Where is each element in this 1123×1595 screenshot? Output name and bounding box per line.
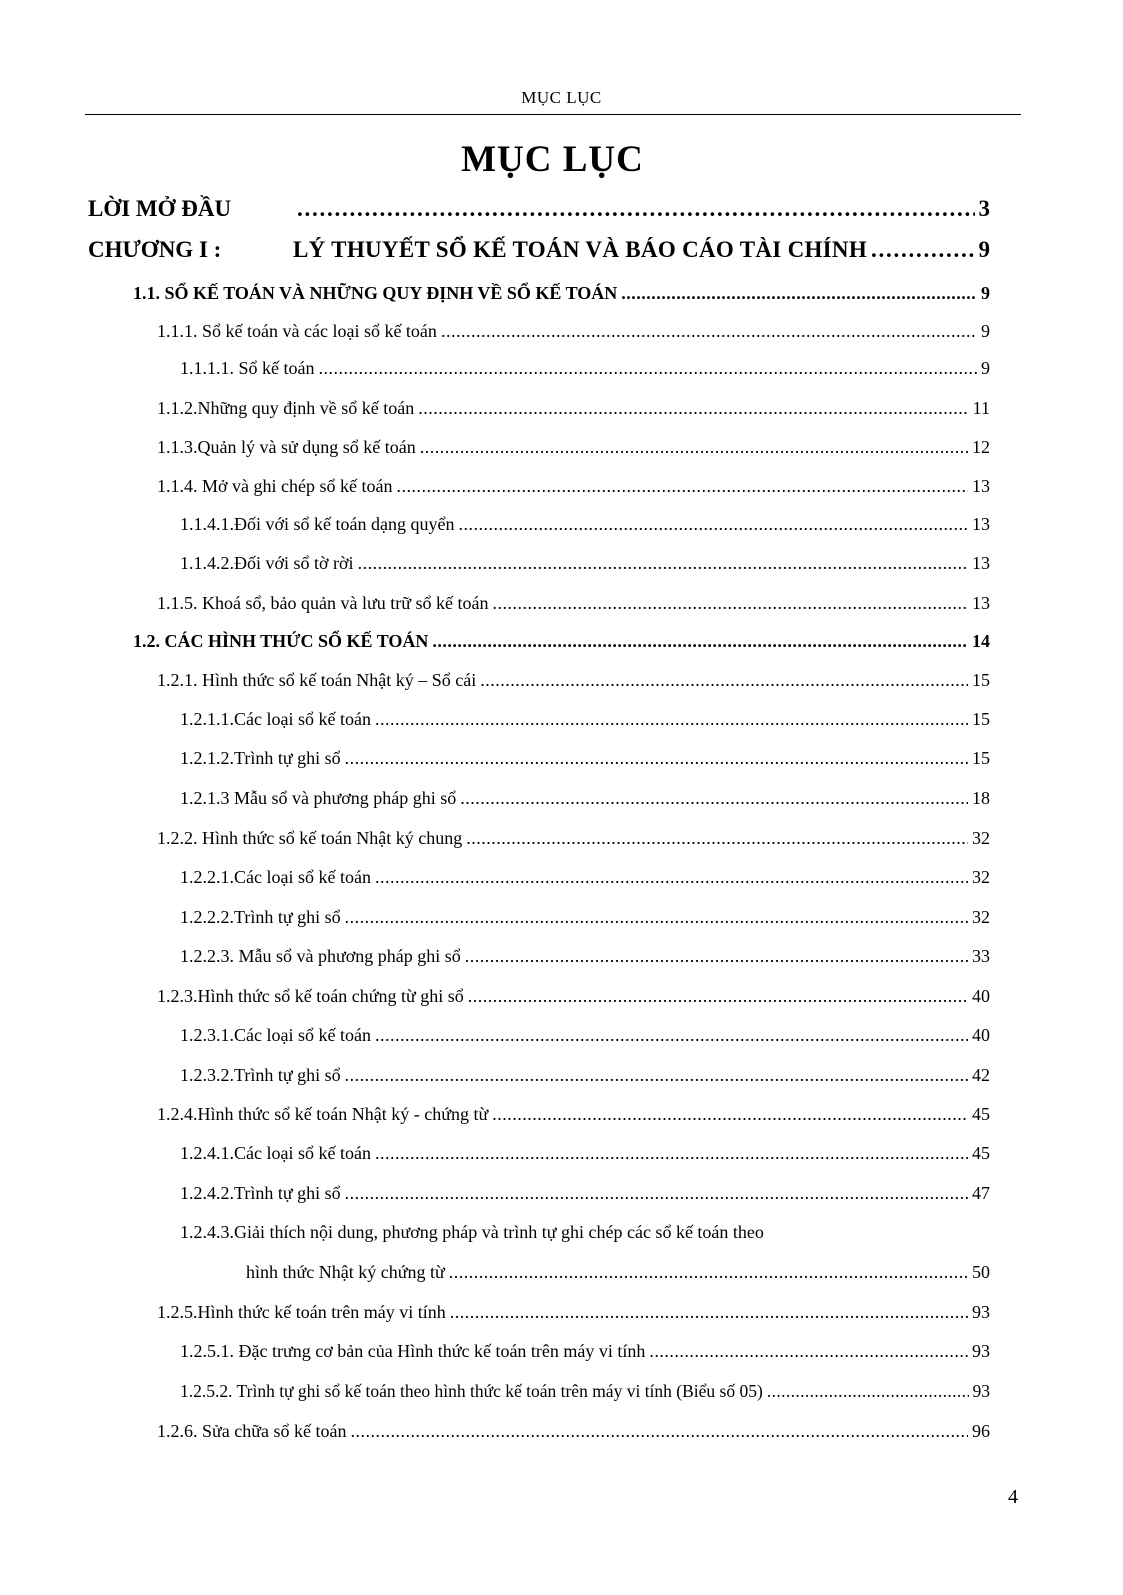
dot-leader: [375, 1025, 968, 1046]
toc-page-number: 14: [972, 631, 990, 651]
toc-entry[interactable]: [157, 1302, 990, 1323]
toc-entry-text: 1.2.5.Hình thức kế toán trên máy vi tính: [157, 1302, 446, 1322]
toc-entry[interactable]: [180, 1341, 990, 1362]
toc-page-number: 42: [972, 1065, 990, 1085]
toc-page-number: 11: [972, 398, 990, 418]
toc-entry-text: 1.1. SỔ KẾ TOÁN VÀ NHỮNG QUY ĐỊNH VỀ SỔ KẾ TOÁN: [133, 283, 618, 303]
toc-entry[interactable]: [157, 593, 990, 614]
toc-entry[interactable]: [157, 476, 990, 497]
toc-page-number: 13: [972, 476, 990, 496]
toc-entry[interactable]: [157, 1104, 990, 1125]
dot-leader: [492, 593, 968, 614]
toc-entry[interactable]: [157, 398, 990, 419]
toc-entry[interactable]: [157, 1421, 990, 1442]
dot-leader: [345, 1183, 968, 1204]
toc-entry-text: 1.2.3.Hình thức sổ kế toán chứng từ ghi sổ: [157, 986, 464, 1006]
toc-entry[interactable]: [180, 1025, 990, 1046]
toc-page-number: 32: [972, 867, 990, 887]
toc-page-number: 13: [972, 514, 990, 534]
toc-entry-text: 1.1.5. Khoá sổ, bảo quản và lưu trữ sổ kế toán: [157, 593, 489, 613]
toc-entry-text: 1.2.4.2.Trình tự ghi sổ: [180, 1183, 341, 1203]
toc-entry-preface[interactable]: [88, 196, 990, 222]
toc-entry[interactable]: [180, 907, 990, 928]
toc-entry[interactable]: [157, 437, 990, 458]
toc-entry-text: 1.2.2.3. Mẫu sổ và phương pháp ghi sổ: [180, 946, 461, 966]
toc-entry[interactable]: [180, 867, 990, 888]
dot-leader: [450, 1302, 968, 1323]
toc-entry-text: LỜI MỞ ĐẦU: [88, 196, 232, 221]
toc-entry-text: 1.1.1. Sổ kế toán và các loại sổ kế toán: [157, 321, 437, 341]
toc-page-number: 9: [978, 237, 990, 262]
toc-entry[interactable]: [180, 1183, 990, 1204]
toc-entry[interactable]: [180, 946, 990, 967]
toc-entry[interactable]: [180, 1065, 990, 1086]
toc-page-number: 96: [972, 1421, 990, 1441]
dot-leader: [345, 748, 968, 769]
dot-leader: [350, 1421, 968, 1442]
toc-page-number: 33: [972, 946, 990, 966]
toc-page-number: 15: [972, 748, 990, 768]
toc-entry-text: 1.2.2.1.Các loại sổ kế toán: [180, 867, 371, 887]
dot-leader: [418, 398, 968, 419]
running-header: MỤC LỤC: [521, 88, 602, 107]
toc-page-number: 50: [972, 1262, 990, 1282]
chapter-label: CHƯƠNG I :: [88, 237, 222, 262]
toc-entry-text: 1.2. CÁC HÌNH THỨC SỔ KẾ TOÁN: [133, 631, 429, 651]
dot-leader: [297, 196, 975, 222]
dot-leader: [396, 476, 968, 497]
toc-entry-text: 1.2.5.1. Đặc trưng cơ bản của Hình thức kế toán trên máy vi tính: [180, 1341, 646, 1361]
toc-entry[interactable]: [157, 986, 990, 1007]
dot-leader: [375, 867, 968, 888]
dot-leader: [466, 828, 968, 849]
toc-entry-text: 1.1.4.2.Đối với sổ tờ rời: [180, 553, 354, 573]
toc-page-number: 13: [972, 593, 990, 613]
toc-page-number: 15: [972, 709, 990, 729]
toc-page-number: 40: [972, 986, 990, 1006]
dot-leader: [649, 1341, 968, 1362]
dot-leader: [375, 1143, 968, 1164]
dot-leader: [871, 237, 974, 263]
toc-page-number: 93: [972, 1381, 990, 1401]
toc-entry-wrapped-first-line[interactable]: 1.2.4.3.Giải thích nội dung, phương pháp và trình tự ghi chép các sổ kế toán theo: [180, 1222, 764, 1242]
dot-leader: [345, 907, 968, 928]
dot-leader: [319, 358, 978, 379]
toc-entry-text: 1.1.2.Những quy định về sổ kế toán: [157, 398, 415, 418]
toc-entry-text: 1.2.4.1.Các loại sổ kế toán: [180, 1143, 371, 1163]
toc-page-number: 9: [981, 321, 990, 341]
toc-entry-text: 1.2.4.Hình thức sổ kế toán Nhật ký - chứng từ: [157, 1104, 489, 1124]
toc-entry[interactable]: [180, 514, 990, 535]
toc-entry-text: 1.2.2. Hình thức sổ kế toán Nhật ký chung: [157, 828, 463, 848]
toc-page-number: 32: [972, 828, 990, 848]
toc-entry-text: 1.2.1.3 Mẫu sổ và phương pháp ghi sổ: [180, 788, 457, 808]
dot-leader: [460, 788, 968, 809]
toc-page-number: 13: [972, 553, 990, 573]
toc-entry-text: 1.2.3.1.Các loại sổ kế toán: [180, 1025, 371, 1045]
toc-entry-text: 1.1.4. Mở và ghi chép sổ kế toán: [157, 476, 393, 496]
toc-entry-text: hình thức Nhật ký chứng từ: [246, 1262, 445, 1282]
toc-page-number: 9: [981, 283, 990, 303]
toc-entry[interactable]: [133, 631, 990, 652]
dot-leader: [375, 709, 968, 730]
toc-page-number: 45: [972, 1143, 990, 1163]
page-number: 4: [1008, 1486, 1018, 1508]
toc-entry[interactable]: [133, 283, 990, 304]
toc-entry-text: 1.2.3.2.Trình tự ghi sổ: [180, 1065, 341, 1085]
toc-entry-wrapped-continuation[interactable]: [246, 1262, 990, 1283]
dot-leader: [458, 514, 968, 535]
toc-page-number: 15: [972, 670, 990, 690]
dot-leader: [432, 631, 968, 652]
toc-entry[interactable]: [180, 788, 990, 809]
dot-leader: [420, 437, 968, 458]
toc-page-number: 18: [972, 788, 990, 808]
toc-entry[interactable]: [180, 358, 990, 379]
toc-page-number: 12: [972, 437, 990, 457]
toc-entry[interactable]: [157, 670, 990, 691]
toc-entry-text: 1.1.1.1. Sổ kế toán: [180, 358, 315, 378]
dot-leader: [468, 986, 968, 1007]
toc-entry-text: 1.2.1. Hình thức sổ kế toán Nhật ký – Sổ cái: [157, 670, 477, 690]
toc-entry[interactable]: [180, 1143, 990, 1164]
toc-entry-text: 1.1.4.1.Đối với sổ kế toán dạng quyển: [180, 514, 455, 534]
toc-entry-text: LÝ THUYẾT SỔ KẾ TOÁN VÀ BÁO CÁO TÀI CHÍNH: [293, 237, 868, 262]
dot-leader: [441, 321, 977, 342]
dot-leader: [480, 670, 968, 691]
toc-entry[interactable]: [180, 748, 990, 769]
toc-page-number: 93: [972, 1302, 990, 1322]
dot-leader: [358, 553, 968, 574]
toc-entry-text: 1.2.1.1.Các loại sổ kế toán: [180, 709, 371, 729]
toc-page-number: 9: [981, 358, 990, 378]
toc-entry-text: 1.2.2.2.Trình tự ghi sổ: [180, 907, 341, 927]
toc-entry[interactable]: [157, 321, 990, 342]
dot-leader: [621, 283, 977, 304]
toc-entry[interactable]: [157, 828, 990, 849]
dot-leader: [767, 1381, 969, 1402]
toc-page-number: 3: [978, 196, 990, 221]
page-title: MỤC LỤC: [461, 139, 644, 180]
toc-page-number: 93: [972, 1341, 990, 1361]
dot-leader: [492, 1104, 968, 1125]
toc-page-number: 45: [972, 1104, 990, 1124]
toc-page-number: 32: [972, 907, 990, 927]
toc-page-number: 47: [972, 1183, 990, 1203]
dot-leader: [449, 1262, 968, 1283]
dot-leader: [345, 1065, 968, 1086]
toc-entry-text: 1.2.5.2. Trình tự ghi sổ kế toán theo hình thức kế toán trên máy vi tính (Biểu số 05): [180, 1381, 763, 1401]
dot-leader: [465, 946, 968, 967]
toc-entry[interactable]: [180, 553, 990, 574]
toc-entry[interactable]: [180, 709, 990, 730]
toc-entry-text: 1.1.3.Quản lý và sử dụng sổ kế toán: [157, 437, 416, 457]
toc-entry-chapter-1[interactable]: [88, 237, 990, 263]
toc-entry-text: 1.2.1.2.Trình tự ghi sổ: [180, 748, 341, 768]
toc-page-number: 40: [972, 1025, 990, 1045]
toc-entry[interactable]: [180, 1381, 990, 1402]
toc-entry-text: 1.2.6. Sửa chữa sổ kế toán: [157, 1421, 347, 1441]
